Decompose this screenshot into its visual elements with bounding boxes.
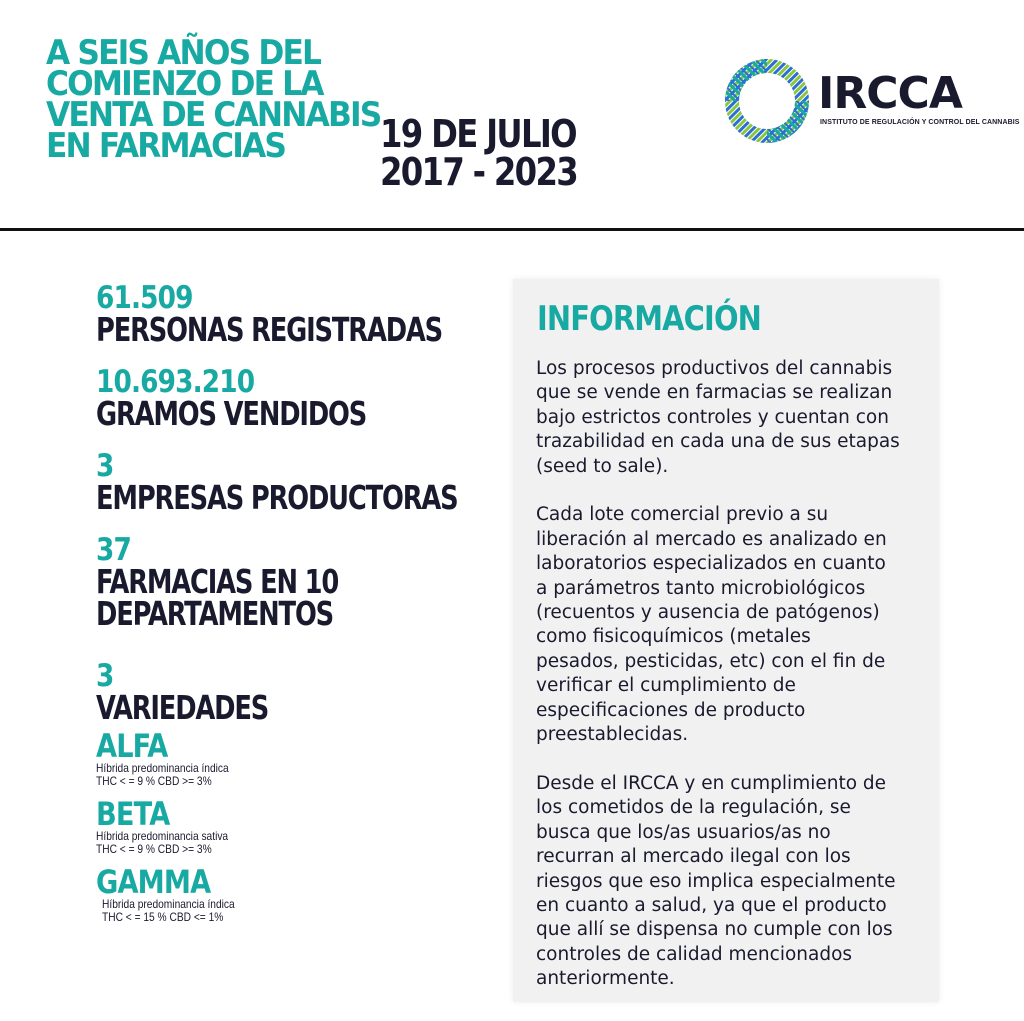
stat-label: PERSONAS REGISTRADAS [96,310,443,349]
info-line: que allí se dispensa no cumple con los [536,919,893,941]
variety-description: Híbrida predominancia índica [96,761,229,775]
info-line: Cada lote comercial previo a su [536,504,829,526]
stat-number: 3 [96,658,114,694]
stat-label: FARMACIAS EN 10 [96,562,339,601]
info-line: los cometidos de la regulación, se [536,797,851,819]
logo-name: IRCCA [818,68,962,119]
info-line: laboratorios especializados en cuanto [536,553,886,575]
variety-alfa [96,727,496,788]
info-line: (seed to sale). [536,455,669,477]
headline-line: COMIENZO DE LA [46,64,323,104]
info-panel [513,279,939,1002]
headline-line: A SEIS AÑOS DEL [46,33,321,73]
variety-name: ALFA [96,727,168,765]
variety-name: BETA [96,795,170,833]
stat-item [96,658,496,727]
variety-spec: THC < = 15 % CBD <= 1% [102,910,224,924]
info-line: verificar el cumplimiento de [536,675,796,697]
info-line: que se vende en farmacias se realizan [536,382,893,404]
headline-line: EN FARMACIAS [46,126,286,166]
stat-label: DEPARTAMENTOS [96,594,334,633]
stat-number: 3 [96,448,114,484]
info-line: recurran al mercado ilegal con los [536,846,851,868]
info-paragraph [536,772,926,992]
info-line: preestablecidas. [536,724,689,746]
logo-ring-icon [722,56,812,146]
info-line: anteriormente. [536,968,675,990]
stat-number: 10.693.210 [96,364,255,400]
info-paragraph [536,503,926,747]
info-line: riesgos que eso implica especialmente [536,870,896,892]
info-line: (recuentos y ausencia de patógenos) [536,602,880,624]
variety-spec: THC < = 9 % CBD >= 3% [96,842,212,856]
info-line: liberación al mercado es analizado en [536,528,887,550]
info-text [536,357,926,1016]
header-divider [0,228,1024,231]
info-line: bajo estrictos controles y cuentan con [536,406,889,428]
stat-label: VARIEDADES [96,688,269,727]
variety-description: Híbrida predominancia sativa [96,829,229,843]
stat-item [96,364,496,433]
info-line: Desde el IRCCA y en cumplimiento de [536,772,887,794]
date-line: 2017 - 2023 [380,150,578,194]
stat-label: GRAMOS VENDIDOS [96,394,367,433]
stat-number: 61.509 [96,280,193,316]
stats-column [96,282,496,924]
info-line: pesados, pesticidas, etc) con el fin de [536,650,886,672]
date-block [380,112,578,194]
info-line: como fisicoquímicos (metales [536,626,811,648]
date-line: 19 DE JULIO [380,112,576,156]
info-line: controles de calidad mencionados [536,943,853,965]
stat-item [96,448,496,517]
info-line: especificaciones de producto [536,699,806,721]
info-title: INFORMACIÓN [537,299,762,339]
info-line: busca que los/as usuarios/as no [536,821,831,843]
variety-gamma [96,863,496,924]
variety-description: Híbrida predominancia índica [102,897,235,911]
stat-item [96,280,496,349]
stat-number: 37 [96,532,131,568]
ircca-logo [722,56,1020,146]
info-line: trazabilidad en cada una de sus etapas [536,431,900,453]
info-line: en cuanto a salud, ya que el producto [536,894,887,916]
stat-item [96,532,496,633]
logo-subtitle: INSTITUTO DE REGULACIÓN Y CONTROL DEL CANNABIS [820,119,1020,126]
variety-beta [96,795,496,856]
headline-line: VENTA DE CANNABIS [46,95,381,135]
variety-spec: THC < = 9 % CBD >= 3% [96,774,212,788]
variety-name: GAMMA [96,863,211,901]
info-paragraph [536,357,926,479]
headline [46,33,381,166]
info-line: a parámetros tanto microbiológicos [536,577,866,599]
stat-label: EMPRESAS PRODUCTORAS [96,478,458,517]
info-line: Los procesos productivos del cannabis [536,358,893,379]
